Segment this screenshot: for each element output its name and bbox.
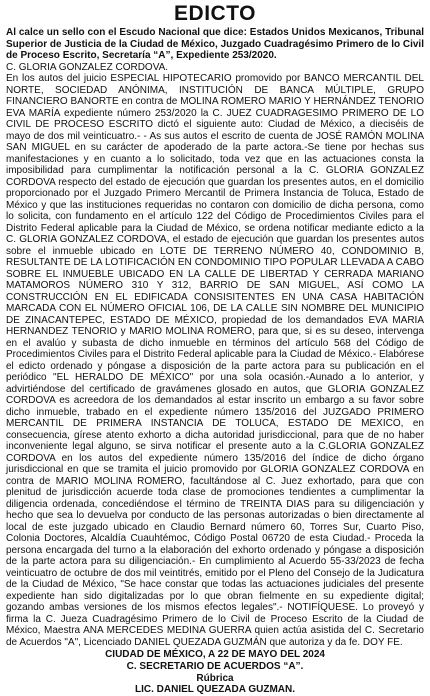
secretary-name: LIC. DANIEL QUEZADA GUZMAN. <box>135 684 295 696</box>
place-date: CIUDAD DE MÉXICO, A 22 DE MAYO DEL 2024 <box>105 649 325 660</box>
signature-note: Rúbrica <box>196 672 234 684</box>
addressee: C. GLORIA GONZALEZ CORDOVA. <box>6 61 169 73</box>
edict-body: En los autos del juicio ESPECIAL HIPOTECARIO promovido por BANCO MERCANTIL DEL NORTE, SOCIEDAD ANÓNIMA, INSTITUCIÓN DE BANCA MÚLTIPLE, GRUPO FINANCIERO BANORTE en contra de MOLINA ROMERO MARIO Y HERNÁNDEZ TENORIO EVA MARÍA expediente número 253/2020 la C. JUEZ CUADRAGESIMO PRIMERO DE LO CIVIL DE PROCESO ESCRITO dictó el siguiente auto: Ciudad de México, a dieciséis de mayo de dos mil veinticuatro.- - As sus autos el escrito de cuenta de JOSÉ RAMÓN MOLINA SAN MIGUEL en su carácter de apoderado de la parte actora.-Se tiene por hechas sus manifestaciones y en cuanto a lo solicitado, toda vez que en las actuaciones consta la imposibilidad para cumplimentar la notificación personal a la C. GLORIA GONZALEZ CORDOVA respecto del estado de ejecución que guardan los presentes autos, en el domicilio proporcionado por el Juzgado Primero Mercantil de Primera Instancia de Toluca, Estado de México y que las instituciones requeridas no contaron con domicilio de dicha persona, como lo solicita, con fundamento en el artículo 122 del Código de Procedimientos Civiles para el Distrito Federal aplicable para la Ciudad de México, se ordena notificar mediante edicto a la C. GLORIA GONZALEZ CORDOVA, el estado de ejecución que guardan los presentes autos sobre el inmueble ubicado en LOTE DE TERRENO NÚMERO 40, CONDOMINIO B, RESULTANTE DE LA LOTIFICACIÓN EN CONDOMINIO TIPO POPULAR LLEVADA A CABO SOBRE EL INMUEBLE UBICADO EN LA CALLE DE LIBERTAD Y CERRADA MARIANO MATAMOROS NÚMERO 310 Y 312, BARRIO DE SAN MIGUEL, ASÍ COMO LA CONSTRUCCIÓN EN EL EDIFICADA CONSISITENTES EN UNA CASA HABITACIÓN MARCADA CON EL NÚMERO OFICIAL 106, DE LA CALLE SIN NOMBRE DEL MUNICIPIO DE ZINACANTEPEC, ESTADO DE MÉXICO, propiedad de los demandados EVA MARIA HERNANDEZ TENORIO y MARIO MOLINA ROMERO, para que, si es su deseo, intervenga en el avalúo y subasta de dicho inmueble en términos del artículo 568 del Código de Procedimientos Civiles para el Distrito Federal aplicable para la Ciudad de México.- Elabórese el edicto ordenado y póngase a disposición de la parte actora para su publicación en el periódico "EL HERALDO DE MÉXICO" por una sola ocasión.-Aunado a lo anterior, y advirtiéndose del certificado de gravámenes glosado en autos, que GLORIA GONZALEZ CORDOVA es acreedora de los demandados al estar inscrito un embargo a su favor sobre dicho inmueble, trabado en el expediente número 135/2016 del JUZGADO PRIMERO MERCANTIL DE PRIMERA INSTANCIA DE TOLUCA, ESTADO DE MEXICO, en consecuencia, gírese atento exhorto a dicha autoridad jurisdiccional, para que de no haber inconveniente legal alguno, se sirva notificar el presente auto a la C.GLORIA GONZALEZ CORDOVA en los autos del expediente número 135/2016 del índice de dicho órgano jurisdiccional en que se tramita el juicio promovido por GLORIA GONZALEZ CORDOVA en contra de MARIO MOLINA ROMERO, facultándose al C. Juez exhortado, para que con plenitud de jurisdicción acuerde toda clase de promociones tendientes a cumplimentar la diligencia ordenada, concediéndose el término de TREINTA DIAS para su diligenciación y hecho que sea lo devuelva por conducto de las personas autorizadas o bien directamente al local de este juzgado ubicado en Claudio Bernard número 60, Torres Sur, Cuarto Piso, Colonia Doctores, Alcaldía Cuauhtémoc, Código Postal 06720 de esta Ciudad.- Proceda la persona encargada del turno a la elaboración del exhorto ordenado y póngase a disposición de la parte actora para su diligenciación.- En cumplimiento al Acuerdo 55-33/2023 de fecha veinticuatro de octubre de dos mil veintitrés, emitido por el Pleno del Consejo de la Judicatura de la Ciudad de México, "Se hace constar que todas las actuaciones judiciales del presente expediente han sido digitalizadas por lo que obran fielmente en su expediente digital; gozando ambas versiones de los mismos efectos legales".- NOTIFÍQUESE. Lo proveyó y firma la C. Jueza Cuadragésimo Primero de lo Civil de Proceso Escrito de la Ciudad de México, Maestra ANA MERCEDES MEDINA GUERRA quien actúa asistida del C. Secretario de Acuerdos "A", Licenciado DANIEL QUEZADA GUZMÁN que autoriza y da fe. DOY FE. <box>6 73 424 648</box>
edict-title: EDICTO <box>174 2 256 25</box>
signature-block <box>6 649 424 696</box>
secretary-role: C. SECRETARIO DE ACUERDOS “A”. <box>126 660 304 672</box>
court-seal-header: Al calce un sello con el Escudo Nacional que dice: Estados Unidos Mexicanos, Tribunal Superior de Justicia de la Ciudad de México, Juzgado Cuadragésimo Primero de lo Civil de Proceso Escrito, Secretaría “A”, Expediente 253/2020. <box>6 27 424 61</box>
